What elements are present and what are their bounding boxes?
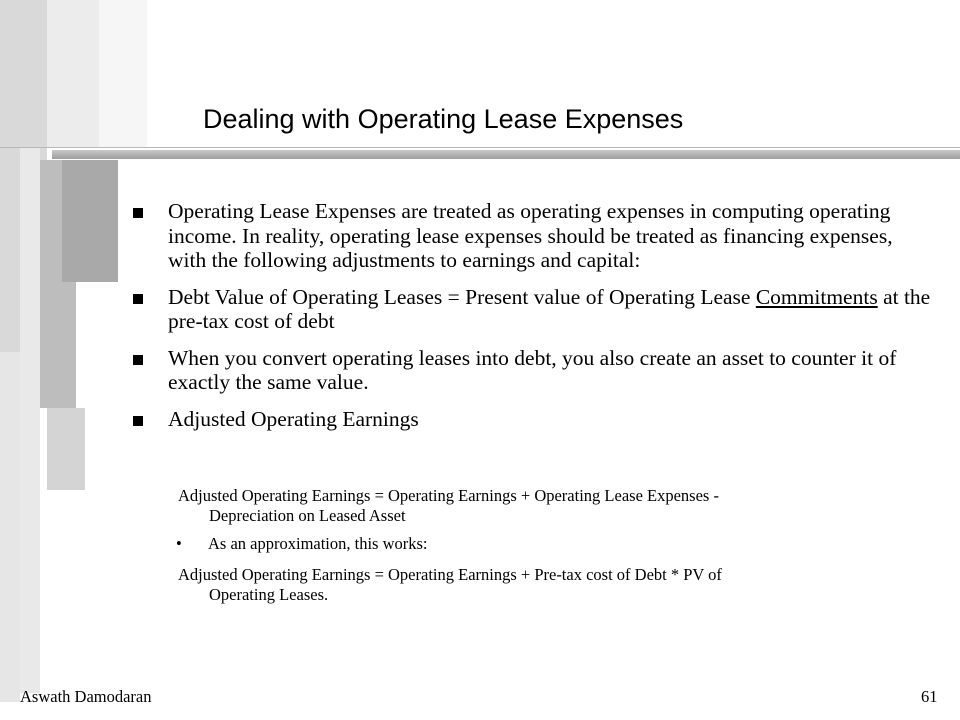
decor-column-2 (47, 0, 99, 148)
bullet-item (133, 285, 933, 334)
square-bullet-icon (133, 416, 143, 426)
decor-column-4 (20, 148, 40, 693)
decor-column-6 (62, 160, 118, 282)
sub-bullet-text: As an approximation, this works: (208, 534, 428, 553)
footer-author: Aswath Damodaran (20, 687, 152, 706)
decor-column-3 (0, 352, 20, 702)
sub-item-formula-2 (178, 565, 918, 604)
page-number: 61 (921, 687, 938, 706)
title-bar (52, 150, 960, 159)
decor-column-7 (47, 408, 85, 490)
bullet-item (133, 346, 933, 395)
bullet-text-part: at the pre-tax cost of debt (168, 284, 931, 333)
bullet-item (133, 199, 933, 273)
title-divider (0, 147, 960, 148)
dot-bullet-icon: • (176, 534, 182, 553)
bullet-item (133, 407, 933, 432)
sub-item-formula-1 (178, 486, 918, 525)
formula-line: Adjusted Operating Earnings = Operating Earnings + Operating Lease Expenses - (178, 486, 719, 505)
square-bullet-icon (133, 355, 143, 365)
square-bullet-icon (133, 208, 143, 218)
bullet-text-part: Debt Value of Operating Leases = Present value of Operating Lease (168, 284, 756, 309)
bullet-text: When you convert operating leases into debt, you also create an asset to counter it of exactly the same value. (168, 345, 897, 394)
formula-continuation: Depreciation on Leased Asset (209, 505, 406, 525)
square-bullet-icon (133, 294, 143, 304)
underlined-term: Commitments (755, 284, 878, 309)
bullet-text: Adjusted Operating Earnings (168, 406, 419, 431)
formula-continuation: Operating Leases. (209, 584, 329, 604)
slide-title: Dealing with Operating Lease Expenses (203, 104, 684, 134)
bullet-list (133, 199, 933, 443)
decor-column-8 (99, 0, 147, 148)
bullet-text: Operating Lease Expenses are treated as operating expenses in computing operating income. In reality, operating lease expenses should be treated as financing expenses, with the following adjustments to earnings and capital: (168, 199, 893, 272)
formula-line: Adjusted Operating Earnings = Operating Earnings + Pre-tax cost of Debt * PV of (178, 565, 722, 584)
